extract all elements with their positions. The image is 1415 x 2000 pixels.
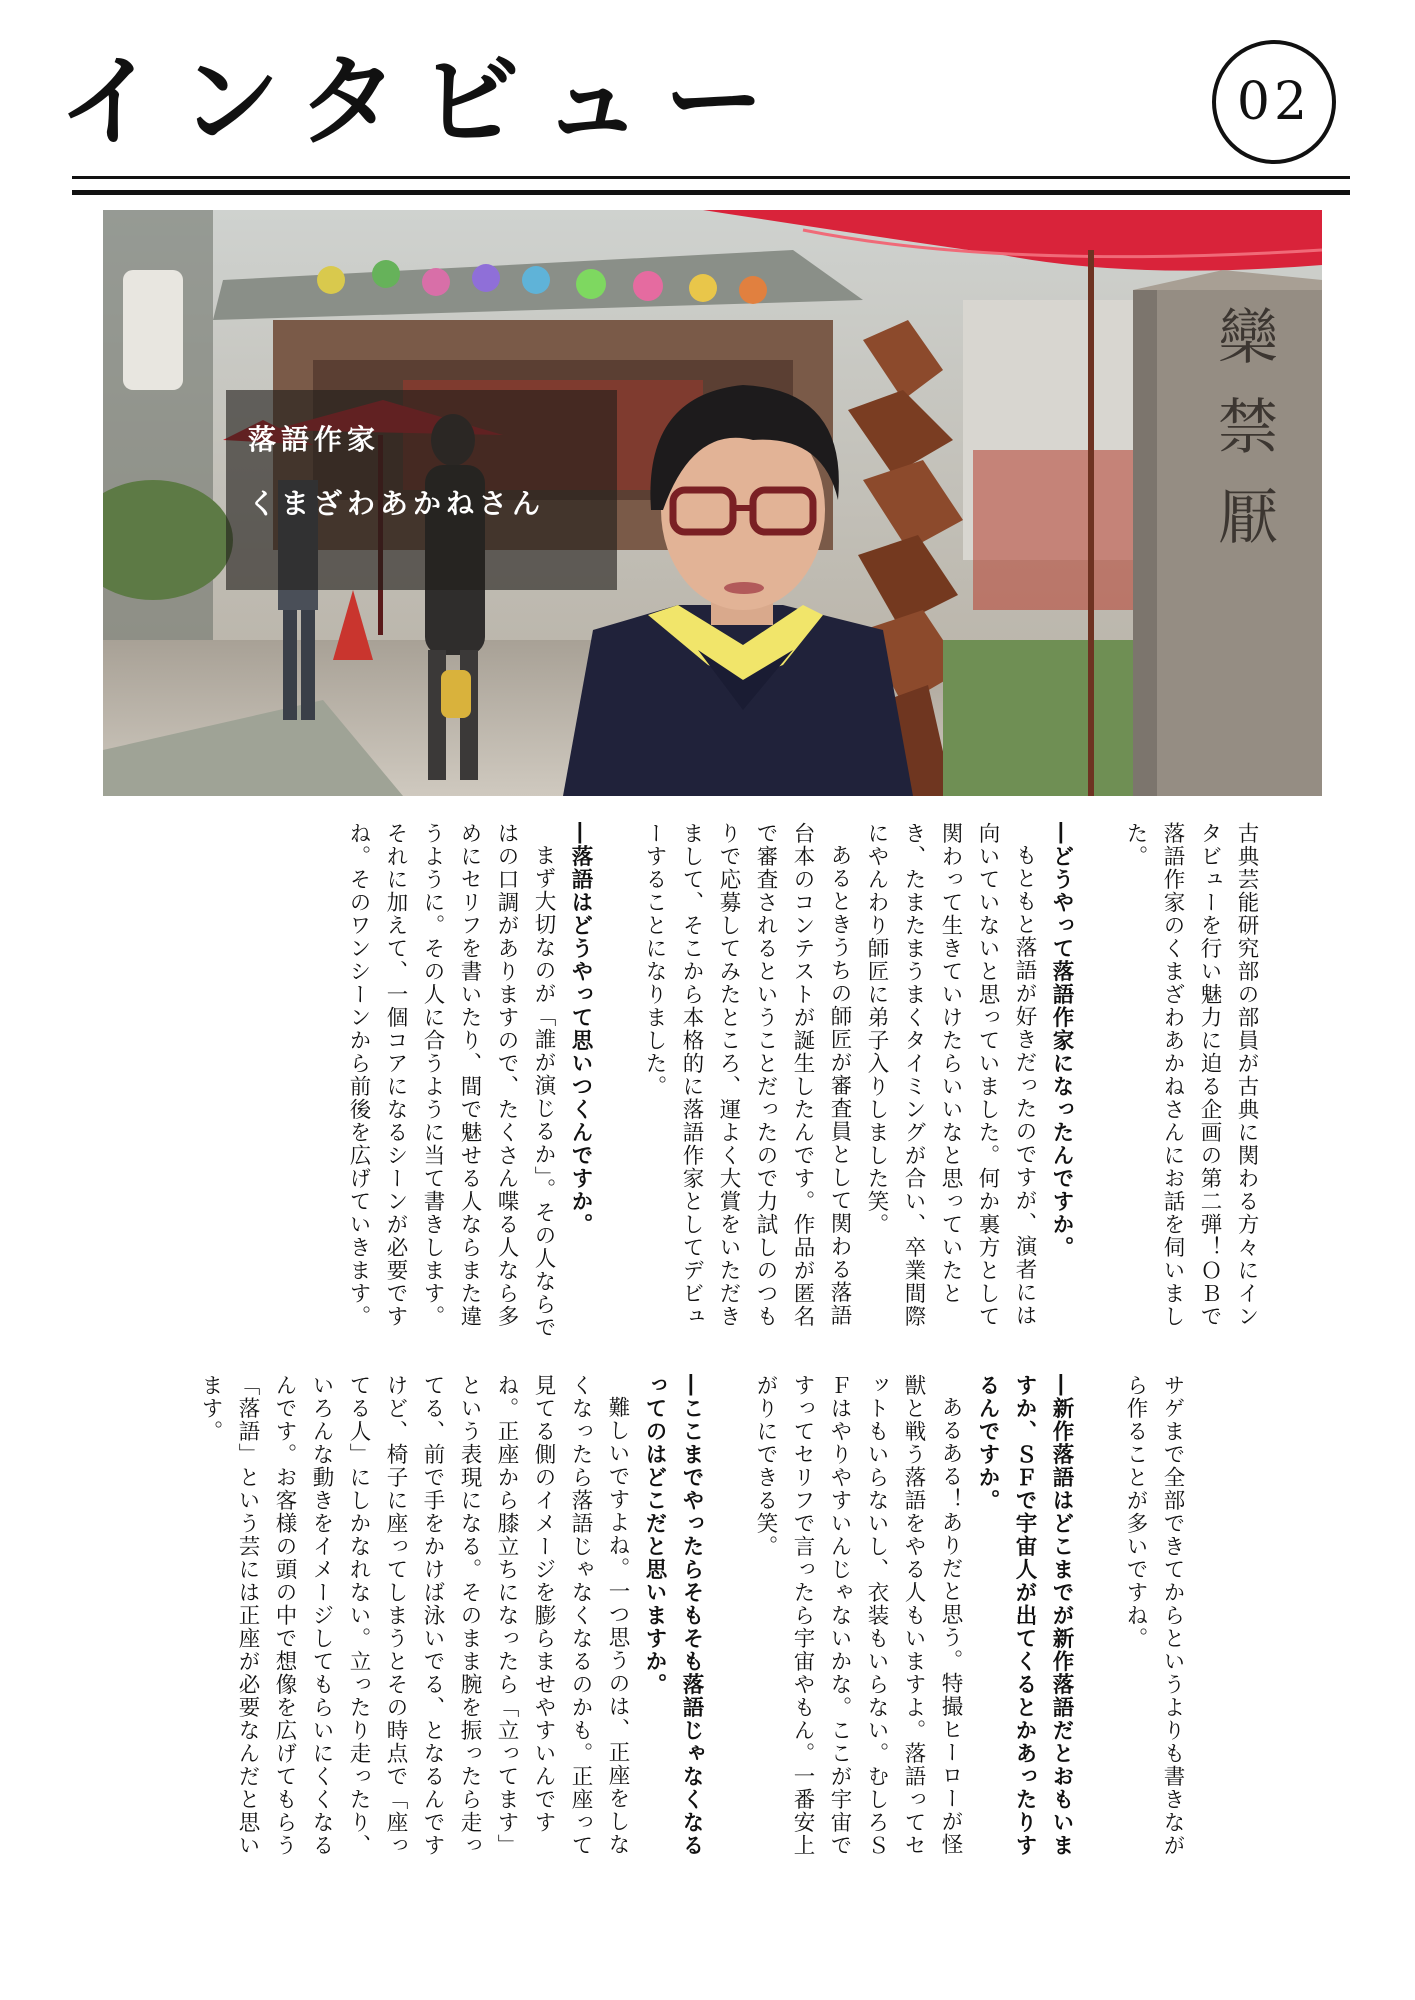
article-lower-block	[192, 1374, 1191, 1874]
question-3: ―新作落語はどこまでが新作落語だとおもいますか、ＳＦで宇宙人が出てくるとかあったりするんですか。	[975, 1374, 1074, 1857]
article-upper-block	[340, 822, 1265, 1340]
stone-pillar-inscription: 欒禁厭	[1208, 305, 1278, 575]
answer-1-paragraph-1: もともと落語が好きだったのですが、演者には向いていないと思っていました。何か裏方として関わって生きていけたらいいなと思っていたとき、たまたまうまくタイミングが合い、卒業間際にやんわり師匠に弟子入りしました笑。	[864, 822, 1037, 1328]
header-rule-thin	[72, 176, 1350, 179]
answer-2-paragraph-1: まず大切なのが「誰が演じるか」。その人ならではの口調がありますので、たくさん喋る人なら多めにセリフを書いたり、間で魅せる人ならまた違うように。その人に合うように当て書きします。それに加えて、一個コアになるシーンが必要ですね。そのワンシーンから前後を広げていきます。	[346, 822, 556, 1339]
caption-name: くまざわあかねさん	[248, 487, 546, 520]
caption-role: 落語作家	[248, 423, 381, 456]
question-2: ―落語はどうやって思いつくんですか。	[568, 822, 593, 1236]
question-1: ―どうやって落語作家になったんですか。	[1049, 822, 1074, 1259]
answer-1-paragraph-2: あるときうちの師匠が審査員として関わる落語台本のコンテストが誕生したんです。作品が匿名で審査されるということだったので力試しのつもりで応募してみたところ、運よく大賞をいただきまして、そこから本格的に落語作家としてデビューすることになりました。	[642, 822, 852, 1328]
question-4: ―ここまでやったらそもそも落語じゃなくなるってのはどこだと思いますか。	[642, 1374, 704, 1857]
intro-paragraph: 古典芸能研究部の部員が古典に関わる方々にインタビューを行い魅力に迫る企画の第二弾！ＯＢで落語作家のくまざわあかねさんにお話を伺いました。	[1123, 822, 1259, 1328]
issue-number-badge: 02	[1212, 40, 1336, 164]
answer-3-paragraph-1: あるある！ありだと思う。特撮ヒーローが怪獣と戦う落語をやる人もいますよ。落語ってセットもいらないし、衣装もいらない。むしろＳＦはやりやすいんじゃないかな。ここが宇宙ですってセリフで言ったら宇宙やもん。一番安上がりにできる笑。	[753, 1374, 963, 1857]
page-title: インタビュー	[58, 43, 786, 160]
answer-2-paragraph-2: サゲまで全部できてからというよりも書きながら作ることが多いですね。	[1123, 1374, 1185, 1857]
photo-caption	[226, 390, 617, 590]
header-rule-thick	[72, 190, 1350, 195]
answer-4-paragraph-1: 難しいですよね。一つ思うのは、正座をしなくなったら落語じゃなくなるのかも。正座って見てる側のイメージを膨らませやすいんですね。正座から膝立ちになったら「立ってます」という表現になる。そのまま腕を振ったら走ってる、前で手をかけば泳いでる、となるんですけど、椅子に座ってしまうとその時点で「座ってる人」にしかなれない。立ったり走ったり、いろんな動きをイメージしてもらいにくくなるんです。お客様の頭の中で想像を広げてもらう「落語」という芸には正座が必要なんだと思います。	[198, 1374, 630, 1857]
umbrella-pole	[1088, 250, 1094, 796]
